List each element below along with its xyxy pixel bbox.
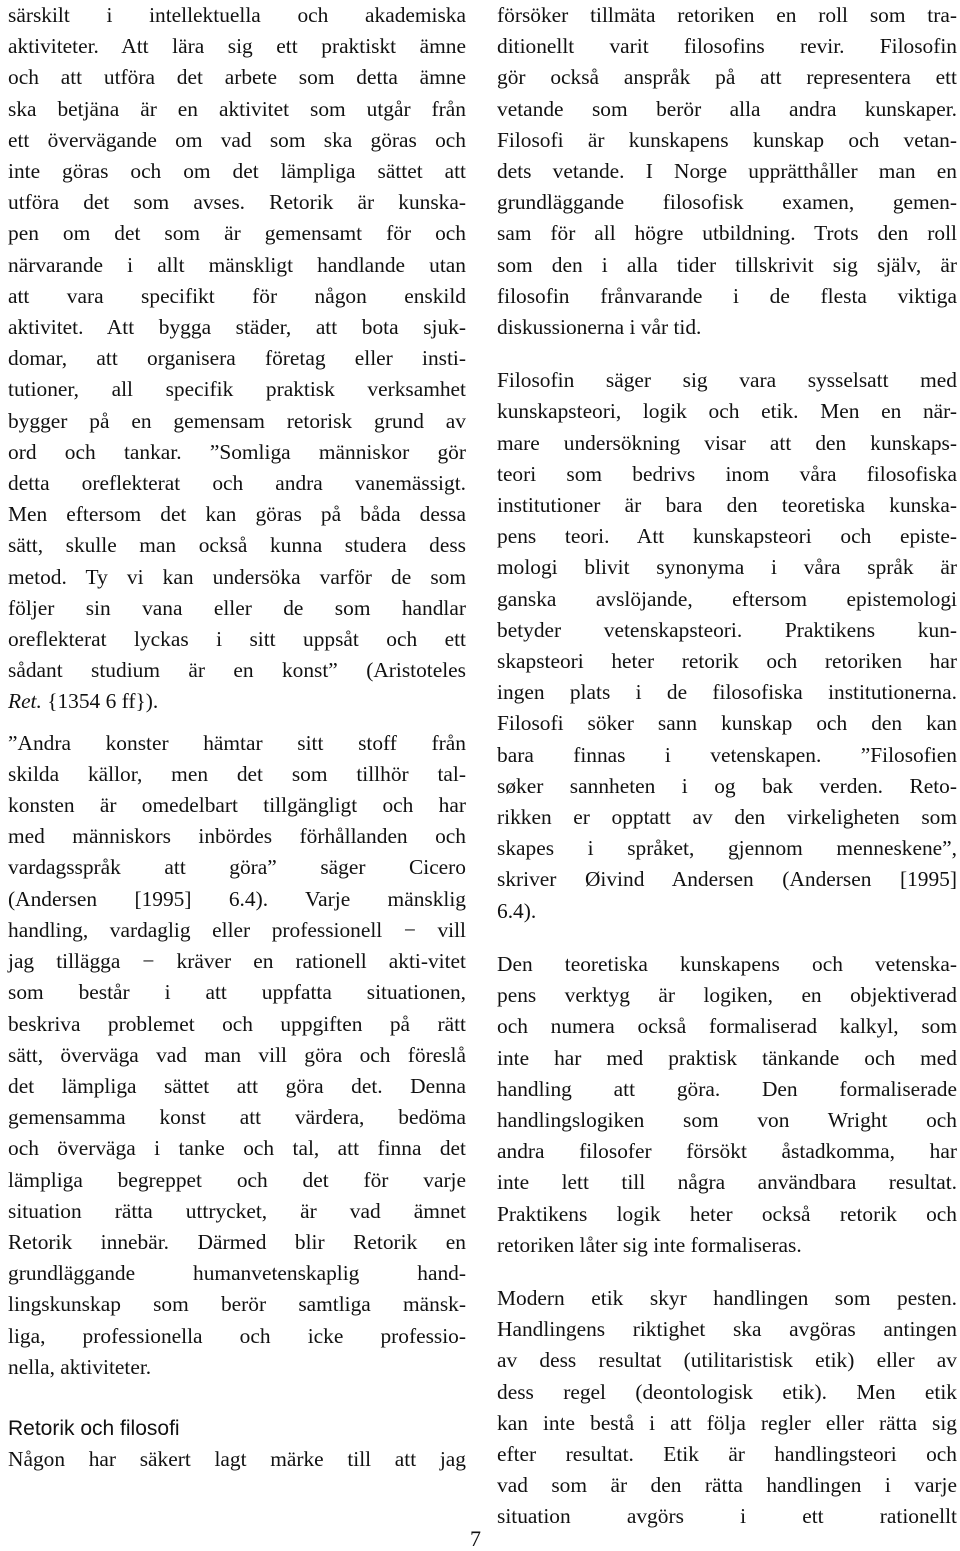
text-line: liga, professionella och icke professio- — [8, 1323, 466, 1348]
text-line: som består i att uppfatta situationen, — [8, 980, 466, 1005]
text-line: och att utföra det arbete som detta ämne — [8, 65, 466, 90]
text-line: aktivitet. Att bygga städer, att bota sjuk- — [8, 315, 466, 340]
text-line: sätt, skulle man också kunna studera dess — [8, 533, 466, 558]
text-line: med människors inbördes förhållanden och — [8, 824, 466, 849]
text-line: pens teori. Att kunskapsteori och episte- — [497, 524, 957, 549]
text-line: bara finnas i vetenskapen. ”Filosofien — [497, 742, 957, 767]
text-line: följer sin vana eller de som handlar — [8, 595, 466, 620]
text-line: nella, aktiviteter. — [8, 1354, 152, 1379]
text-line: dets vetande. I Norge upprätthåller man en — [497, 159, 957, 184]
text-line: situation avgörs i ett rationellt — [497, 1504, 957, 1529]
text-line: av dess resultat (utilitaristisk etik) eller av — [497, 1348, 957, 1373]
text-line: sådant studium är en konst” (Aristoteles — [8, 658, 466, 683]
text-line: ska betjäna är en aktivitet som utgår från — [8, 96, 466, 121]
text-line: sam för all högre utbildning. Trots den roll — [497, 221, 957, 246]
text-line: skilda källor, men det som tillhör tal- — [8, 761, 466, 786]
text-line: pen om det som är gemensamt för och — [8, 221, 466, 246]
text-line: domar, att organisera företag eller insti- — [8, 346, 466, 371]
text-line: rikken er opptatt av den virkeligheten som — [497, 805, 957, 830]
text-line: vetande som berör alla andra kunskaper. — [497, 96, 957, 121]
text-line: inte göras och om det lämpliga sättet att — [8, 159, 466, 184]
text-line: gör också anspråk på att representera ett — [497, 65, 957, 90]
text-line: konsten är omedelbart tillgängligt och har — [8, 793, 466, 818]
text-line: och numera också formaliserad kalkyl, som — [497, 1014, 957, 1039]
text-line: ord och tankar. ”Somliga människor gör — [8, 439, 466, 464]
text-line: vad som är den rätta handlingen i varje — [497, 1473, 957, 1498]
text-line: inte har med praktisk tänkande och med — [497, 1045, 957, 1070]
text-line: ”Andra konster hämtar sitt stoff från — [8, 730, 466, 755]
text-line: ditionellt varit filosofins revir. Filosofin — [497, 34, 957, 59]
text-line: utföra det som avses. Retorik är kunska- — [8, 190, 466, 215]
text-line: diskussionerna i vår tid. — [497, 315, 702, 340]
text-line: aktiviteter. Att lära sig ett praktiskt ämne — [8, 34, 466, 59]
text-line: beskriva problemet och uppgiften på rätt — [8, 1011, 466, 1036]
section-heading: Retorik och filosofi — [8, 1416, 180, 1440]
text-line: lämpliga begreppet och det för varje — [8, 1167, 466, 1192]
left-column — [8, 0, 466, 1475]
text-line: Filosofi söker sann kunskap och den kan — [497, 711, 957, 736]
text-line: 6.4). — [497, 898, 537, 923]
right-paragraph-3 — [497, 949, 957, 1261]
text-line: handlingslogiken som von Wright och — [497, 1107, 957, 1132]
text-line: handling, vardaglig eller professionell − vill — [8, 917, 466, 942]
text-line: betyder vetenskapsteori. Praktikens kun- — [497, 617, 957, 642]
text-line — [8, 686, 466, 717]
text-line: Filosofin säger sig vara sysselsatt med — [497, 368, 957, 393]
left-paragraph-2 — [8, 728, 466, 1383]
text-line: handling att göra. Den formaliserade — [497, 1076, 957, 1101]
text-line: metod. Ty vi kan undersöka varför de som — [8, 564, 466, 589]
text-line: situation rätta uttrycket, är vad ämnet — [8, 1198, 466, 1223]
left-paragraph-3 — [8, 1444, 466, 1475]
text-line: efter resultat. Etik är handlingsteori och — [497, 1441, 957, 1466]
text-line: filosofin frånvarande i de flesta viktiga — [497, 283, 957, 308]
text-line: retoriken låter sig inte formaliseras. — [497, 1232, 802, 1257]
text-line: försöker tillmäta retoriken en roll som tra- — [497, 3, 957, 27]
text-line: institutioner är bara den teoretiska kunska- — [497, 493, 957, 518]
text-line: mologi blivit synonyma i våra språk är — [497, 555, 957, 580]
text-line: inte lett till några användbara resultat. — [497, 1170, 957, 1195]
text-line: närvarande i allt mänskligt handlande utan — [8, 252, 466, 277]
text-line: Praktikens logik heter också retorik och — [497, 1201, 957, 1226]
text-line: skapes i språket, gjennom menneskene”, — [497, 836, 957, 861]
text-line: Retorik innebär. Därmed blir Retorik en — [8, 1229, 466, 1254]
text-line: Men eftersom det kan göras på båda dessa — [8, 502, 466, 527]
right-paragraph-4 — [497, 1283, 957, 1533]
text-line: att vara specifikt för någon enskild — [8, 283, 466, 308]
text-line: skriver Øivind Andersen (Andersen [1995] — [497, 867, 957, 892]
right-paragraph-1 — [497, 0, 957, 343]
text-line: vardagsspråk att göra” säger Cicero — [8, 855, 466, 880]
text-line: Filosofi är kunskapens kunskap och vetan- — [497, 127, 957, 152]
text-line: gemensamma konst att värdera, bedöma — [8, 1105, 466, 1130]
citation-italic: Ret. — [8, 689, 42, 714]
text-line: sätt, överväga vad man vill göra och föreslå — [8, 1042, 466, 1067]
text-line: ett övervägande om vad som ska göras och — [8, 127, 466, 152]
text-line: bygger på en gemensam retorisk grund av — [8, 408, 466, 433]
right-paragraph-2 — [497, 365, 957, 927]
text-line: ingen plats i de filosofiska institutionerna. — [497, 680, 957, 705]
right-column — [497, 0, 957, 1533]
text-line: särskilt i intellektuella och akademiska — [8, 3, 466, 27]
text-line: grundläggande filosofisk examen, gemen- — [497, 190, 957, 215]
text-line: dess regel (deontologisk etik). Men etik — [497, 1379, 957, 1404]
text-line: oreflekterat lyckas i sitt uppsåt och ett — [8, 627, 466, 652]
text-line: det lämpliga sättet att göra det. Denna — [8, 1073, 466, 1098]
text-line: som den i alla tider tillskrivit sig själv, är — [497, 252, 957, 277]
text-line: ganska avslöjande, eftersom epistemologi — [497, 586, 957, 611]
text-line: skapsteori heter retorik och retoriken har — [497, 649, 957, 674]
text-line: pens verktyg är logiken, en objektiverad — [497, 983, 957, 1008]
text-line: Modern etik skyr handlingen som pesten. — [497, 1285, 957, 1310]
text-line: mare undersökning visar att den kunskaps- — [497, 430, 957, 455]
text-line: lingskunskap som berör samtliga mänsk- — [8, 1292, 466, 1317]
text-line: Någon har säkert lagt märke till att jag — [8, 1446, 466, 1471]
text-line: detta oreflekterat och andra vanemässigt. — [8, 471, 466, 496]
left-paragraph-1 — [8, 0, 466, 718]
text-line: andra filosofer försökt åstadkomma, har — [497, 1139, 957, 1164]
citation-reference: {1354 6 ff}). — [41, 689, 159, 714]
text-line: jag tillägga − kräver en rationell akti-vitet — [8, 949, 466, 974]
text-line: tutioner, all specifik praktisk verksamhet — [8, 377, 466, 402]
text-line: teori som bedrivs inom våra filosofiska — [497, 461, 957, 486]
text-line: (Andersen [1995] 6.4). Varje mänsklig — [8, 886, 466, 911]
text-line: kunskapsteori, logik och etik. Men en när- — [497, 399, 957, 424]
text-line: Handlingens riktighet ska avgöras antingen — [497, 1317, 957, 1342]
text-line: søker sannheten i og bak verden. Reto- — [497, 773, 957, 798]
text-line: grundläggande humanvetenskaplig hand- — [8, 1261, 466, 1286]
text-line: Den teoretiska kunskapens och vetenska- — [497, 951, 957, 976]
page-number: 7 — [470, 1526, 481, 1551]
text-line: kan inte bestå i att följa regler eller rätta sig — [497, 1410, 957, 1435]
text-line: och överväga i tanke och tal, att finna det — [8, 1136, 466, 1161]
